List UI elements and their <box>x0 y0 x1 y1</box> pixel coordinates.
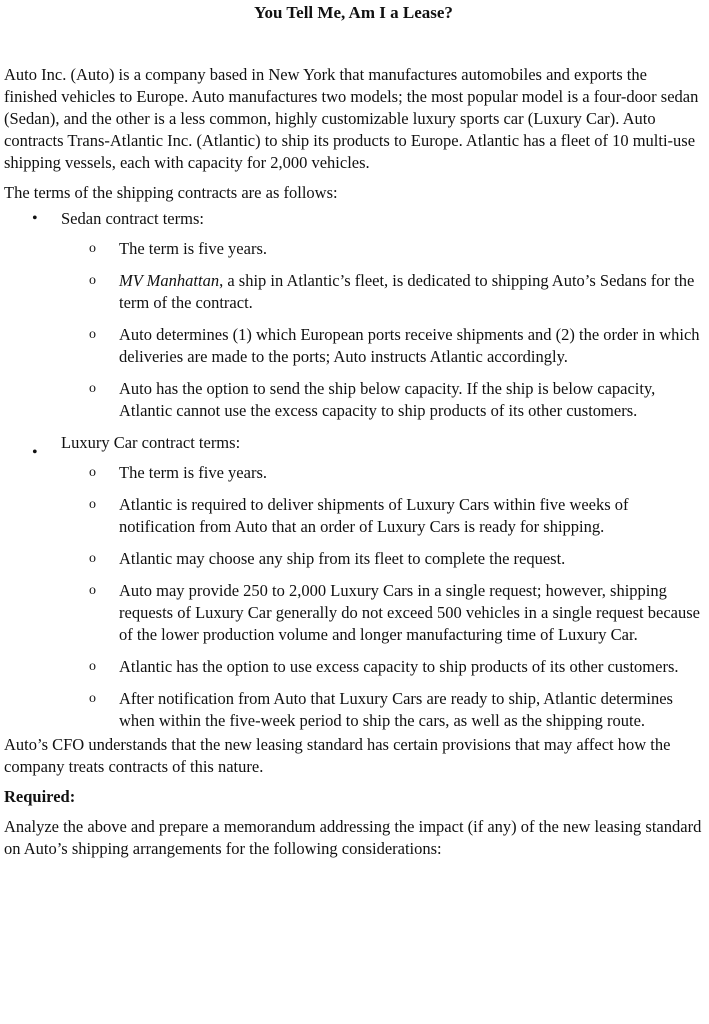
circle-bullet-icon: o <box>89 659 96 674</box>
luxury-terms <box>4 432 703 732</box>
bullet-icon: • <box>32 210 38 227</box>
ship-name: MV Manhattan <box>119 271 220 290</box>
list-item <box>61 378 703 422</box>
circle-bullet-icon: o <box>89 465 96 480</box>
circle-bullet-icon: o <box>89 273 96 288</box>
luxury-term-6: After notification from Auto that Luxury Cars are ready to ship, Atlantic determines when within the five-week period to ship the cars, as well as the shipping route. <box>119 689 673 730</box>
luxury-terms-items <box>61 462 703 732</box>
luxury-term-5: Atlantic has the option to use excess capacity to ship products of its other customers. <box>119 657 679 676</box>
list-item <box>61 324 703 368</box>
circle-bullet-icon: o <box>89 381 96 396</box>
sedan-terms-items <box>61 238 703 422</box>
terms-intro: The terms of the shipping contracts are as follows: <box>4 183 338 202</box>
list-item <box>61 238 703 260</box>
list-item <box>61 656 703 678</box>
sedan-term-2-text: , a ship in Atlantic’s fleet, is dedicated to shipping Auto’s Sedans for the term of the contract. <box>119 271 695 312</box>
analyze-paragraph: Analyze the above and prepare a memorandum addressing the impact (if any) of the new leasing standard on Auto’s shipping arrangements for the following considerations: <box>4 817 702 858</box>
sedan-terms <box>4 208 703 422</box>
intro-paragraph: Auto Inc. (Auto) is a company based in New York that manufactures automobiles and exports the finished vehicles to Europe. Auto manufactures two models; the most popular model is a four-door sedan (Sedan), and the other is a less common, highly customizable luxury sports car (Luxury Car). Auto contracts Trans-Atlantic Inc. (Atlantic) to ship its products to Europe. Atlantic has a fleet of 10 multi-use shipping vessels, each with capacity for 2,000 vehicles. <box>4 65 699 172</box>
circle-bullet-icon: o <box>89 583 96 598</box>
circle-bullet-icon: o <box>89 551 96 566</box>
luxury-term-1: The term is five years. <box>119 463 267 482</box>
circle-bullet-icon: o <box>89 241 96 256</box>
sedan-term-2 <box>119 271 694 312</box>
list-item <box>61 548 703 570</box>
luxury-term-4: Auto may provide 250 to 2,000 Luxury Cars in a single request; however, shipping requests of Luxury Car generally do not exceed 500 vehicles in a single request because of the lower production volume and longer manufacturing time of Luxury Car. <box>119 581 700 644</box>
luxury-terms-label: Luxury Car contract terms: <box>61 433 241 452</box>
sedan-term-3: Auto determines (1) which European ports receive shipments and (2) the order in which deliveries are made to the ports; Auto instructs Atlantic accordingly. <box>119 325 700 366</box>
circle-bullet-icon: o <box>89 497 96 512</box>
luxury-term-3: Atlantic may choose any ship from its fleet to complete the request. <box>119 549 566 568</box>
list-item <box>61 494 703 538</box>
sedan-term-1: The term is five years. <box>119 239 267 258</box>
list-item <box>61 462 703 484</box>
required-heading: Required: <box>4 787 76 806</box>
list-item <box>61 580 703 646</box>
cfo-paragraph: Auto’s CFO understands that the new leasing standard has certain provisions that may affect how the company treats contracts of this nature. <box>4 735 671 776</box>
circle-bullet-icon: o <box>89 327 96 342</box>
circle-bullet-icon: o <box>89 691 96 706</box>
list-item <box>61 688 703 732</box>
list-item <box>61 270 703 314</box>
document-title: You Tell Me, Am I a Lease? <box>254 3 453 22</box>
sedan-term-4: Auto has the option to send the ship below capacity. If the ship is below capacity, Atlantic cannot use the excess capacity to ship products of its other customers. <box>119 379 656 420</box>
contract-terms-list <box>4 208 703 732</box>
luxury-term-2: Atlantic is required to deliver shipments of Luxury Cars within five weeks of notification from Auto that an order of Luxury Cars is ready for shipping. <box>119 495 629 536</box>
bullet-icon: • <box>32 444 38 461</box>
sedan-terms-label: Sedan contract terms: <box>61 209 204 228</box>
